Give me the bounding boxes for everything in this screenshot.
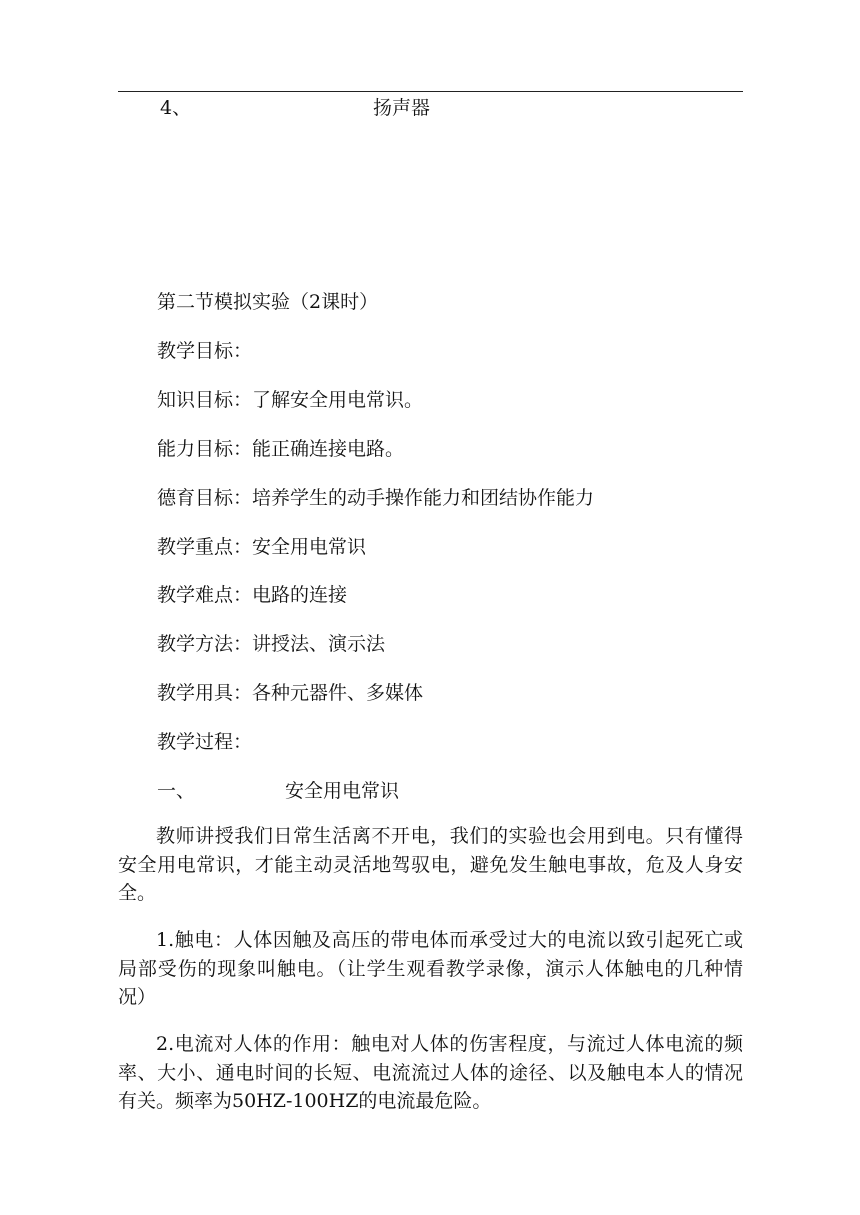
objectives-heading: 教学目标： xyxy=(157,340,253,362)
part-one-title: 安全用电常识 xyxy=(285,780,400,802)
knowledge-objective: 知识目标：了解安全用电常识。 xyxy=(157,389,424,411)
process-heading: 教学过程： xyxy=(157,731,253,753)
electric-shock-paragraph: 1.触电：人体因触及高压的带电体而承受过大的电流以致引起死亡或局部受伤的现象叫触电。（让学生观看教学录像，演示人体触电的几种情况） xyxy=(118,929,743,1008)
header-item-number: 4、 xyxy=(160,97,192,119)
teaching-tools: 教学用具：各种元器件、多媒体 xyxy=(157,682,424,704)
part-one-number: 一、 xyxy=(157,780,196,802)
header-item-title: 扬声器 xyxy=(373,97,431,119)
key-point: 教学重点：安全用电常识 xyxy=(157,536,367,558)
difficult-point: 教学难点：电路的连接 xyxy=(157,584,348,606)
current-effect-paragraph: 2.电流对人体的作用：触电对人体的伤害程度，与流过人体电流的频率、大小、通电时间的长短、电流流过人体的途径、以及触电本人的情况有关。频率为50HZ-100HZ的电流最危险。 xyxy=(118,1033,743,1112)
section-title: 第二节模拟实验（2课时） xyxy=(157,291,379,313)
intro-paragraph: 教师讲授我们日常生活离不开电，我们的实验也会用到电。只有懂得安全用电常识，才能主动灵活地驾驭电，避免发生触电事故，危及人身安全。 xyxy=(118,825,743,904)
header-rule xyxy=(118,91,743,92)
moral-objective: 德育目标：培养学生的动手操作能力和团结协作能力 xyxy=(157,487,595,509)
ability-objective: 能力目标：能正确连接电路。 xyxy=(157,438,405,460)
teaching-method: 教学方法：讲授法、演示法 xyxy=(157,633,386,655)
